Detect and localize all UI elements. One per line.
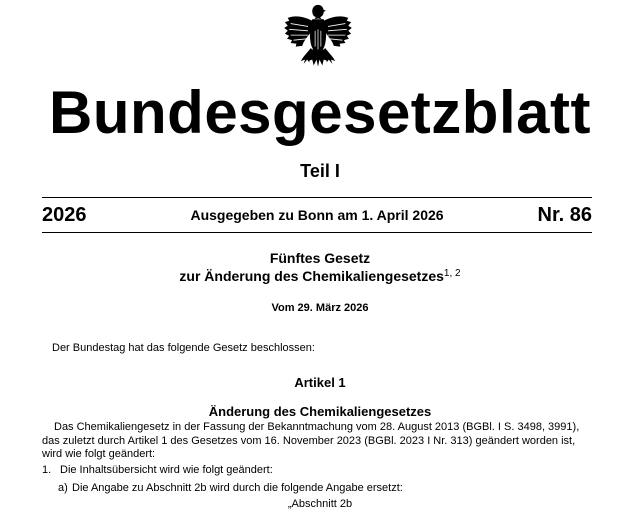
federal-eagle-icon xyxy=(282,2,354,74)
footnote-reference[interactable]: 1, 2 xyxy=(443,268,461,279)
law-title-line-2 xyxy=(0,267,640,285)
sub-list-item xyxy=(58,481,403,495)
law-title xyxy=(0,249,640,285)
sub-list-item-text: Die Angabe zu Abschnitt 2b wird durch die folgende Angabe ersetzt: xyxy=(72,482,403,494)
law-title-line-2-text: zur Änderung des Chemikaliengesetzes xyxy=(179,268,444,284)
bottom-rule xyxy=(42,232,592,233)
top-rule xyxy=(42,197,592,198)
law-date: Vom 29. März 2026 xyxy=(271,302,369,314)
issue-year: 2026 xyxy=(42,204,87,226)
issue-date: Ausgegeben zu Bonn am 1. April 2026 xyxy=(190,207,444,223)
issue-bar xyxy=(42,202,592,228)
masthead-title: Bundesgesetzblatt xyxy=(49,79,591,146)
list-item-number: 1. xyxy=(42,464,52,476)
quoted-heading: „Abschnitt 2b xyxy=(287,498,353,510)
preamble: Der Bundestag hat das folgende Gesetz beschlossen: xyxy=(52,342,315,354)
part-label: Teil I xyxy=(300,161,340,181)
article-heading: Artikel 1 xyxy=(294,375,346,390)
article-paragraph: Das Chemikaliengesetz in der Fassung der Bekanntmachung vom 28. August 2013 (BGBl. I S. 3498, 3991), das zuletzt durch Artikel 1 des Gesetzes vom 16. November 2023 (BGBl. 2023 I Nr. 313) geändert worden ist, wird wie folgt geändert: xyxy=(42,421,580,460)
issue-number: Nr. 86 xyxy=(537,204,592,226)
law-title-line-1: Fünftes Gesetz xyxy=(269,250,371,266)
sub-list-item-letter: a) xyxy=(58,482,68,494)
article-title: Änderung des Chemikaliengesetzes xyxy=(208,404,432,419)
list-item xyxy=(42,463,273,477)
list-item-text: Die Inhaltsübersicht wird wie folgt geändert: xyxy=(60,464,273,476)
